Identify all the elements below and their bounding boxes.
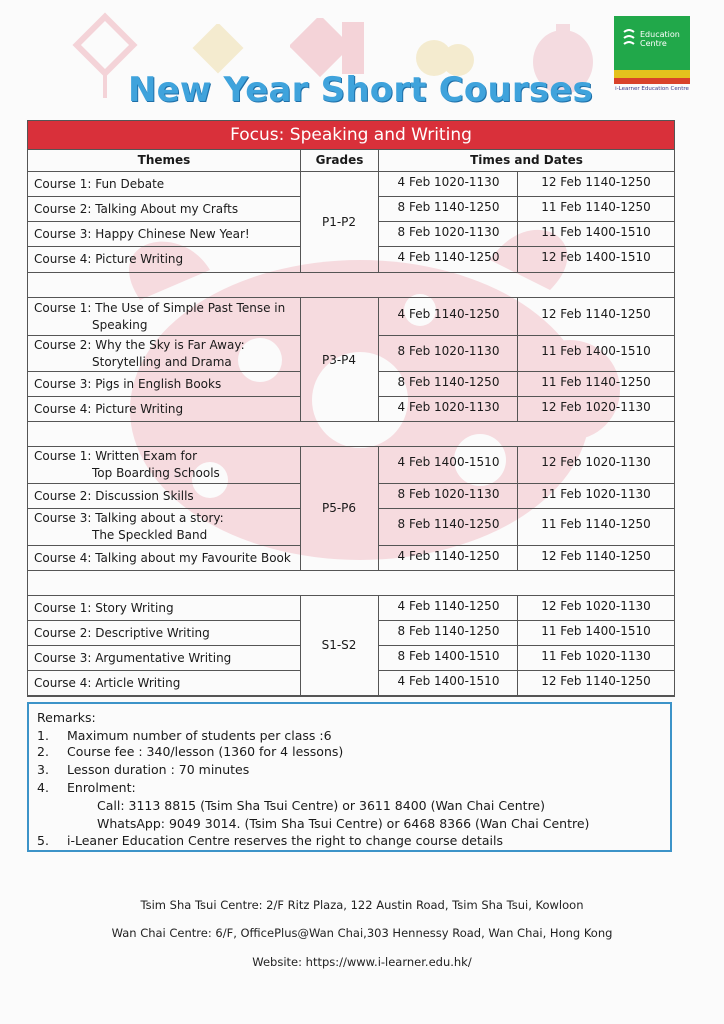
course-time-1: 4 Feb 1140-1250	[397, 250, 500, 264]
course-theme: Course 1: The Use of Simple Past Tense in	[34, 301, 286, 315]
logo-line-1: Education	[640, 30, 680, 39]
grid-line	[28, 695, 674, 696]
remark-number: 3.	[37, 762, 49, 777]
grid-line	[378, 483, 674, 484]
course-time-2: 11 Feb 1140-1250	[541, 375, 651, 389]
grid-line	[28, 620, 300, 621]
course-time-2: 12 Feb 1140-1250	[541, 175, 651, 189]
ingot-decoration	[190, 24, 250, 74]
logo-caption: i-Learner Education Centre	[615, 86, 689, 92]
grid-line	[378, 335, 674, 336]
remark-number: 2.	[37, 744, 49, 759]
grid-line	[378, 196, 674, 197]
remark-number: 1.	[37, 728, 49, 743]
course-theme: Course 3: Happy Chinese New Year!	[34, 226, 250, 241]
course-time-2: 12 Feb 1400-1510	[541, 250, 651, 264]
grid-line	[28, 221, 300, 222]
grid-line	[378, 221, 674, 222]
grid-line	[28, 272, 674, 273]
course-theme: Course 3: Argumentative Writing	[34, 650, 232, 665]
course-schedule-table	[27, 120, 675, 697]
remarks-heading: Remarks:	[37, 710, 96, 725]
course-theme: Course 4: Talking about my Favourite Book	[34, 550, 291, 565]
course-time-1: 4 Feb 1140-1250	[397, 549, 500, 563]
course-theme: Course 4: Picture Writing	[34, 252, 184, 266]
course-time-1: 8 Feb 1140-1250	[397, 200, 500, 214]
grid-line	[378, 545, 674, 546]
grid-line	[28, 508, 300, 509]
course-theme-cont: Storytelling and Drama	[92, 355, 232, 369]
logo-mark-icon	[622, 28, 636, 50]
remark-text: i-Leaner Education Centre reserves the right to change course details	[67, 833, 503, 848]
grid-line	[378, 508, 674, 509]
grid-line	[28, 545, 300, 546]
course-time-1: 8 Feb 1400-1510	[397, 649, 500, 663]
remark-text: Maximum number of students per class :6	[67, 728, 332, 743]
course-theme: Course 1: Story Writing	[34, 600, 174, 615]
logo-line-2: Centre	[640, 39, 667, 48]
remarks-box	[27, 702, 672, 852]
footer-wc-address: Wan Chai Centre: 6/F, OfficePlus@Wan Chai,303 Hennessy Road, Wan Chai, Hong Kong	[111, 926, 613, 940]
remark-call: Call: 3113 8815 (Tsim Sha Tsui Centre) or 3611 8400 (Wan Chai Centre)	[97, 798, 546, 813]
footer-website[interactable]: Website: https://www.i-learner.edu.hk/	[252, 955, 472, 969]
course-time-2: 12 Feb 1020-1130	[541, 455, 651, 469]
course-time-1: 4 Feb 1020-1130	[397, 175, 500, 189]
course-time-2: 11 Feb 1140-1250	[541, 517, 651, 531]
logo-yellow-bar	[614, 70, 690, 78]
course-time-1: 8 Feb 1020-1130	[397, 225, 500, 239]
course-theme: Course 2: Talking About my Crafts	[34, 201, 239, 216]
header-grades: Grades	[315, 153, 364, 167]
grid-line	[28, 670, 300, 671]
footer-tst-address: Tsim Sha Tsui Centre: 2/F Ritz Plaza, 122 Austin Road, Tsim Sha Tsui, Kowloon	[140, 898, 584, 912]
grade-label: P3-P4	[321, 352, 357, 367]
course-time-1: 8 Feb 1140-1250	[397, 375, 500, 389]
grid-line	[28, 570, 674, 571]
fu-decoration	[290, 18, 370, 78]
grid-line	[28, 396, 300, 397]
course-theme-cont: Top Boarding Schools	[92, 466, 220, 480]
course-theme: Course 2: Why the Sky is Far Away:	[34, 338, 245, 352]
grid-line	[28, 297, 674, 298]
remark-whatsapp: WhatsApp: 9049 3014. (Tsim Sha Tsui Centre) or 6468 8366 (Wan Chai Centre)	[97, 816, 590, 831]
logo-red-bar	[614, 78, 690, 84]
grid-line	[28, 246, 300, 247]
course-theme: Course 2: Descriptive Writing	[34, 625, 210, 640]
grid-line	[28, 335, 300, 336]
course-theme: Course 4: Article Writing	[34, 675, 181, 690]
focus-banner: Focus: Speaking and Writing	[28, 121, 674, 149]
grid-line	[28, 446, 674, 447]
course-time-1: 8 Feb 1020-1130	[397, 487, 500, 501]
grid-line	[378, 246, 674, 247]
logo-text	[640, 30, 680, 48]
header-themes: Themes	[137, 153, 191, 167]
page-title: New Year Short Courses	[128, 70, 593, 110]
course-theme-cont: Speaking	[92, 318, 148, 332]
course-time-1: 4 Feb 1140-1250	[397, 307, 500, 321]
course-time-1: 4 Feb 1140-1250	[397, 599, 500, 613]
grid-line	[378, 645, 674, 646]
course-time-1: 4 Feb 1400-1510	[397, 455, 500, 469]
course-theme: Course 3: Talking about a story:	[34, 511, 224, 525]
grid-line	[28, 595, 674, 596]
grid-line	[378, 396, 674, 397]
header-times: Times and Dates	[470, 153, 583, 167]
education-centre-logo	[614, 16, 690, 100]
course-time-1: 8 Feb 1020-1130	[397, 344, 500, 358]
grid-line	[28, 171, 674, 172]
remark-number: 5.	[37, 833, 49, 848]
course-theme: Course 2: Discussion Skills	[34, 488, 194, 503]
grade-label: P1-P2	[321, 214, 357, 229]
course-time-1: 4 Feb 1400-1510	[397, 674, 500, 688]
course-time-2: 12 Feb 1140-1250	[541, 307, 651, 321]
grid-line	[28, 149, 674, 150]
grid-line	[28, 371, 300, 372]
grade-label: P5-P6	[321, 501, 357, 515]
course-time-1: 8 Feb 1140-1250	[397, 517, 500, 531]
remark-text: Lesson duration : 70 minutes	[67, 762, 250, 777]
grid-line	[28, 421, 674, 422]
course-time-2: 12 Feb 1020-1130	[541, 599, 651, 613]
grid-line	[378, 620, 674, 621]
grid-line	[378, 149, 379, 171]
course-time-2: 12 Feb 1140-1250	[541, 674, 651, 688]
grid-line	[300, 149, 301, 171]
course-time-2: 11 Feb 1020-1130	[541, 487, 651, 501]
course-time-2: 12 Feb 1140-1250	[541, 549, 651, 563]
course-theme: Course 1: Written Exam for	[34, 449, 198, 463]
course-theme: Course 4: Picture Writing	[34, 401, 184, 416]
course-time-2: 11 Feb 1020-1130	[541, 649, 651, 663]
course-theme-cont: The Speckled Band	[92, 528, 208, 542]
remark-number: 4.	[37, 780, 49, 795]
course-theme: Course 3: Pigs in English Books	[34, 376, 222, 391]
grid-line	[28, 645, 300, 646]
course-time-2: 12 Feb 1020-1130	[541, 400, 651, 414]
course-time-1: 8 Feb 1140-1250	[397, 624, 500, 638]
grid-line	[28, 196, 300, 197]
grade-label: S1-S2	[321, 638, 357, 652]
course-time-2: 11 Feb 1140-1250	[541, 200, 651, 214]
grid-line	[378, 371, 674, 372]
remark-text: Enrolment:	[67, 780, 136, 795]
grid-line	[28, 483, 300, 484]
course-theme: Course 1: Fun Debate	[34, 176, 165, 191]
course-time-2: 11 Feb 1400-1510	[541, 225, 651, 239]
grid-line	[378, 670, 674, 671]
course-time-2: 11 Feb 1400-1510	[541, 624, 651, 638]
remark-text: Course fee : 340/lesson (1360 for 4 lessons)	[67, 744, 344, 759]
course-time-2: 11 Feb 1400-1510	[541, 344, 651, 358]
course-time-1: 4 Feb 1020-1130	[397, 400, 500, 414]
